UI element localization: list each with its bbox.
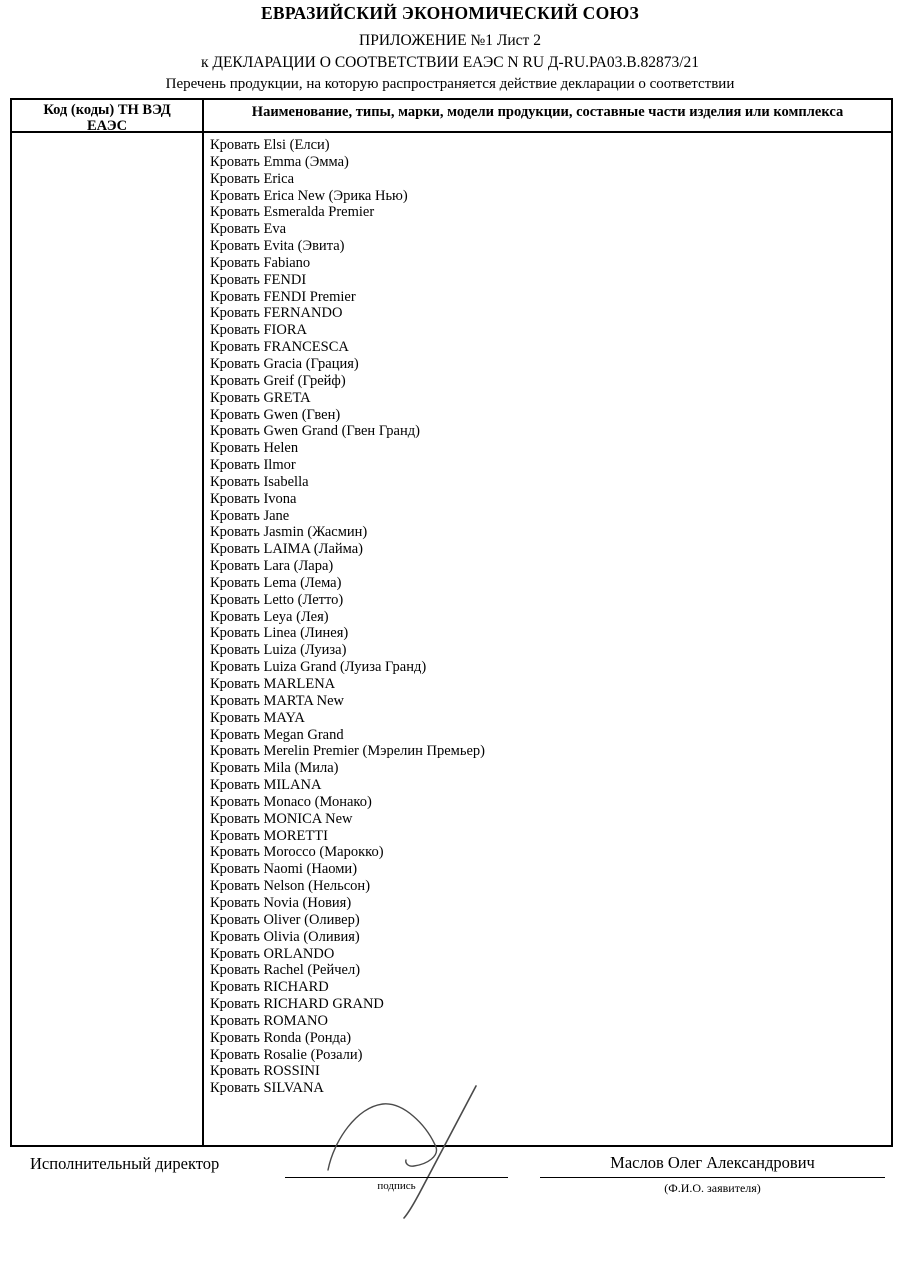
applicant-name-caption: (Ф.И.О. заявителя) [664,1181,761,1195]
product-item: Кровать Esmeralda Premier [210,204,375,221]
product-item: Кровать Greif (Грейф) [210,372,346,389]
product-item: Кровать Helen [210,440,299,457]
product-item: Кровать Luiza Grand (Луиза Гранд) [210,659,427,676]
product-item: Кровать Olivia (Оливия) [210,928,360,945]
product-item: Кровать MILANA [210,777,322,794]
product-item: Кровать Gwen (Гвен) [210,406,341,423]
applicant-name: Маслов Олег Александрович [610,1153,815,1172]
product-item: Кровать Jane [210,507,290,524]
table-header-product-name: Наименование, типы, марки, модели продукции, составные части изделия или комплекса [204,100,891,133]
product-item: Кровать Lema (Лема) [210,574,342,591]
product-item: Кровать Leya (Лея) [210,608,329,625]
product-item: Кровать GRETA [210,389,311,406]
product-item: Кровать FIORA [210,322,307,339]
product-item: Кровать ORLANDO [210,945,335,962]
product-list [204,133,891,1097]
product-item: Кровать Emma (Эмма) [210,153,349,170]
appendix-subtitle: ПРИЛОЖЕНИЕ №1 Лист 2 [359,32,541,49]
product-item: Кровать FRANCESCA [210,339,349,356]
product-item: Кровать ROSSINI [210,1063,320,1080]
product-item: Кровать Linea (Линея) [210,625,349,642]
applicant-name-line [540,1177,885,1178]
product-item: Кровать ROMANO [210,1012,328,1029]
product-item: Кровать Ronda (Ронда) [210,1029,352,1046]
product-item: Кровать Ivona [210,490,297,507]
product-item: Кровать Lara (Лара) [210,558,334,575]
product-item: Кровать Naomi (Наоми) [210,861,358,878]
product-item: Кровать RICHARD [210,979,329,996]
product-item: Кровать RICHARD GRAND [210,996,384,1013]
signature-caption: подпись [377,1180,416,1192]
product-item: Кровать MORETTI [210,827,328,844]
tnved-code-cell [12,133,204,1145]
product-item: Кровать MONICA New [210,810,353,827]
product-item: Кровать Eva [210,221,287,238]
table-header-tnved-code [12,100,204,133]
product-item: Кровать LAIMA (Лайма) [210,541,364,558]
product-item: Кровать Gwen Grand (Гвен Гранд) [210,423,420,440]
product-item: Кровать Evita (Эвита) [210,238,345,255]
table-header-tnved-line2: ЕАЭС [86,118,128,134]
products-table [10,98,893,1147]
product-item: Кровать Ilmor [210,457,296,474]
product-item: Кровать Morocco (Марокко) [210,844,384,861]
declaration-number-subtitle: к ДЕКЛАРАЦИИ О СООТВЕТСТВИИ ЕАЭС N RU Д-RU.РА03.В.82873/21 [200,54,700,71]
product-item: Кровать Rosalie (Розали) [210,1046,363,1063]
product-list-subtitle: Перечень продукции, на которую распространяется действие декларации о соответствии [165,76,735,92]
product-item: Кровать Elsi (Елси) [210,137,330,153]
product-item: Кровать SILVANA [210,1080,324,1097]
product-item: Кровать FENDI Premier [210,288,356,305]
product-item: Кровать Oliver (Оливер) [210,911,360,928]
product-item: Кровать Novia (Новия) [210,894,352,911]
product-item: Кровать Isabella [210,473,309,490]
product-item: Кровать Erica [210,170,295,187]
document-header [0,3,900,93]
executive-director-label: Исполнительный директор [30,1154,220,1173]
product-item: Кровать Megan Grand [210,726,344,743]
product-item: Кровать MAYA [210,709,305,726]
table-header-tnved-line1: Код (коды) ТН ВЭД [43,102,171,118]
product-item: Кровать Erica New (Эрика Нью) [210,187,408,204]
product-item: Кровать Jasmin (Жасмин) [210,524,368,541]
product-item: Кровать FENDI [210,271,307,288]
page-title: ЕВРАЗИЙСКИЙ ЭКОНОМИЧЕСКИЙ СОЮЗ [260,3,640,23]
product-item: Кровать Merelin Premier (Мэрелин Премьер) [210,743,485,760]
product-item: Кровать Letto (Летто) [210,591,344,608]
product-item: Кровать Gracia (Грация) [210,355,359,372]
product-item: Кровать Luiza (Луиза) [210,642,347,659]
product-item: Кровать Mila (Мила) [210,760,339,777]
product-item: Кровать MARLENA [210,676,336,692]
product-item: Кровать Monaco (Монако) [210,793,372,810]
product-item: Кровать FERNANDO [210,305,343,322]
product-names-cell [204,133,891,1145]
product-item: Кровать MARTA New [210,692,344,709]
product-item: Кровать Fabiano [210,254,311,271]
signature-line [285,1177,508,1178]
product-item: Кровать Nelson (Нельсон) [210,878,371,895]
product-item: Кровать Rachel (Рейчел) [210,962,361,979]
